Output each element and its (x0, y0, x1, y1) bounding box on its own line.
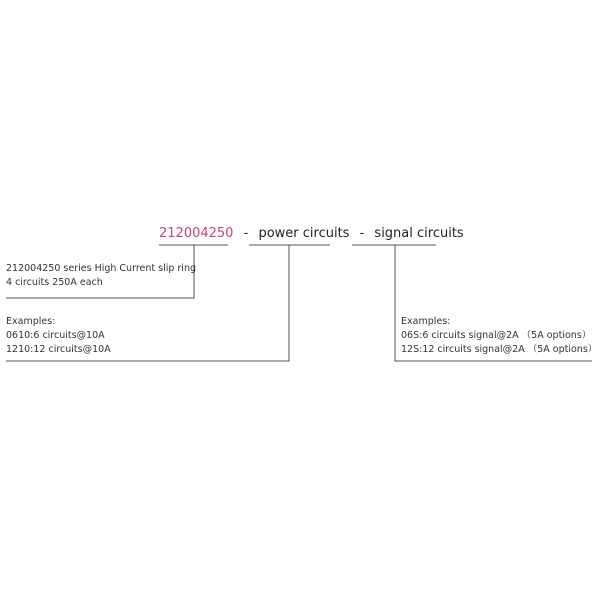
separator-2: - (359, 226, 365, 241)
model-note-line-1: 212004250 series High Current slip ring (6, 263, 196, 274)
signal-circuits-label: signal circuits (374, 226, 464, 241)
separator-1: - (243, 226, 249, 241)
power-circuits-label: power circuits (258, 226, 350, 241)
power-note-heading: Examples: (6, 316, 56, 327)
model-number: 212004250 (159, 226, 234, 241)
signal-note (401, 315, 597, 357)
power-note-line-2: 1210:12 circuits@10A (6, 344, 111, 355)
signal-note-line-2: 12S:12 circuits signal@2A （5A options） (401, 344, 598, 355)
signal-note-heading: Examples: (401, 316, 451, 327)
product-code (159, 226, 464, 241)
power-note-line-1: 0610:6 circuits@10A (6, 330, 105, 341)
signal-note-line-1: 06S:6 circuits signal@2A （5A options） (401, 330, 592, 341)
model-note-line-2: 4 circuits 250A each (6, 277, 103, 288)
power-note (6, 315, 111, 357)
model-note (6, 262, 196, 290)
